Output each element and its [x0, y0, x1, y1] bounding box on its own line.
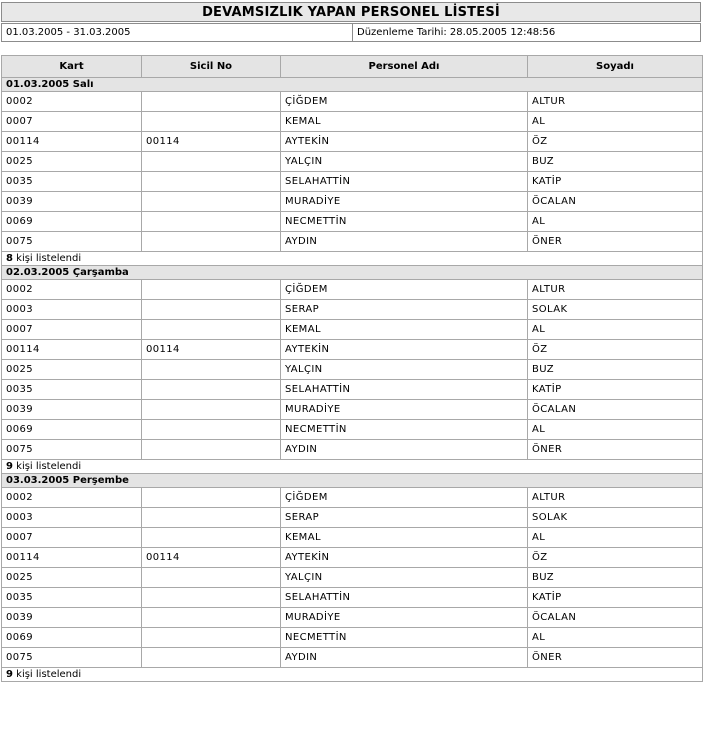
cell-soyadi: AL	[528, 420, 703, 440]
cell-soyadi: ÖCALAN	[528, 192, 703, 212]
cell-soyadi: AL	[528, 320, 703, 340]
group-count	[2, 668, 703, 682]
table-row	[2, 360, 703, 380]
table-row	[2, 588, 703, 608]
cell-kart: 0025	[2, 360, 142, 380]
cell-sicil-no	[142, 172, 281, 192]
group-date: 03.03.2005 Perşembe	[2, 474, 703, 488]
cell-kart: 0007	[2, 528, 142, 548]
edit-date: Düzenleme Tarihi: 28.05.2005 12:48:56	[357, 27, 556, 38]
cell-soyadi: ÖZ	[528, 132, 703, 152]
cell-sicil-no: 00114	[142, 340, 281, 360]
cell-soyadi: AL	[528, 112, 703, 132]
cell-soyadi: ALTUR	[528, 92, 703, 112]
date-group-header	[2, 474, 703, 488]
group-count-number: 9	[6, 669, 13, 680]
table-row	[2, 528, 703, 548]
cell-soyadi: AL	[528, 628, 703, 648]
cell-sicil-no	[142, 608, 281, 628]
cell-personel-adi: AYDIN	[281, 232, 528, 252]
group-date: 02.03.2005 Çarşamba	[2, 266, 703, 280]
cell-kart: 0075	[2, 440, 142, 460]
report-title: DEVAMSIZLIK YAPAN PERSONEL LİSTESİ	[1, 2, 701, 22]
cell-soyadi: KATİP	[528, 380, 703, 400]
cell-soyadi: ALTUR	[528, 488, 703, 508]
group-count-row	[2, 668, 703, 682]
cell-sicil-no	[142, 440, 281, 460]
cell-sicil-no	[142, 628, 281, 648]
report-info-row	[1, 23, 701, 42]
cell-kart: 0069	[2, 420, 142, 440]
cell-kart: 0007	[2, 112, 142, 132]
cell-personel-adi: YALÇIN	[281, 152, 528, 172]
cell-kart: 0035	[2, 172, 142, 192]
cell-soyadi: BUZ	[528, 568, 703, 588]
cell-kart: 0003	[2, 508, 142, 528]
cell-personel-adi: AYDIN	[281, 440, 528, 460]
cell-soyadi: ÖNER	[528, 232, 703, 252]
group-count	[2, 252, 703, 266]
cell-sicil-no: 00114	[142, 132, 281, 152]
table-row	[2, 508, 703, 528]
table-row	[2, 192, 703, 212]
table-row	[2, 300, 703, 320]
cell-sicil-no	[142, 320, 281, 340]
group-count-number: 8	[6, 253, 13, 264]
cell-personel-adi: YALÇIN	[281, 360, 528, 380]
group-count-suffix: kişi listelendi	[12, 253, 82, 264]
table-row	[2, 280, 703, 300]
cell-sicil-no	[142, 360, 281, 380]
cell-kart: 0025	[2, 568, 142, 588]
cell-kart: 0002	[2, 92, 142, 112]
cell-personel-adi: KEMAL	[281, 528, 528, 548]
table-row	[2, 232, 703, 252]
cell-soyadi: KATİP	[528, 588, 703, 608]
table-row	[2, 608, 703, 628]
table-row	[2, 320, 703, 340]
date-group-header	[2, 78, 703, 92]
cell-soyadi: ÖZ	[528, 340, 703, 360]
cell-soyadi: KATİP	[528, 172, 703, 192]
cell-personel-adi: SELAHATTİN	[281, 588, 528, 608]
cell-sicil-no	[142, 380, 281, 400]
cell-sicil-no	[142, 588, 281, 608]
cell-sicil-no	[142, 112, 281, 132]
cell-sicil-no	[142, 300, 281, 320]
group-date: 01.03.2005 Salı	[2, 78, 703, 92]
cell-sicil-no: 00114	[142, 548, 281, 568]
cell-sicil-no	[142, 648, 281, 668]
cell-kart: 0039	[2, 192, 142, 212]
table-row	[2, 440, 703, 460]
column-header-sicil-no: Sicil No	[142, 56, 281, 78]
cell-soyadi: BUZ	[528, 152, 703, 172]
personnel-table	[1, 55, 703, 682]
cell-kart: 0002	[2, 280, 142, 300]
cell-kart: 0075	[2, 648, 142, 668]
table-row	[2, 212, 703, 232]
cell-soyadi: ÖNER	[528, 648, 703, 668]
cell-sicil-no	[142, 232, 281, 252]
group-count-row	[2, 252, 703, 266]
cell-soyadi: ÖNER	[528, 440, 703, 460]
cell-kart: 0039	[2, 608, 142, 628]
cell-kart: 0003	[2, 300, 142, 320]
table-row	[2, 112, 703, 132]
cell-personel-adi: AYTEKİN	[281, 340, 528, 360]
cell-soyadi: BUZ	[528, 360, 703, 380]
cell-sicil-no	[142, 488, 281, 508]
cell-personel-adi: ÇİĞDEM	[281, 488, 528, 508]
table-row	[2, 172, 703, 192]
cell-soyadi: ÖZ	[528, 548, 703, 568]
cell-kart: 0069	[2, 628, 142, 648]
cell-sicil-no	[142, 568, 281, 588]
cell-personel-adi: ÇİĞDEM	[281, 92, 528, 112]
cell-personel-adi: SERAP	[281, 508, 528, 528]
table-row	[2, 568, 703, 588]
cell-personel-adi: YALÇIN	[281, 568, 528, 588]
cell-personel-adi: MURADİYE	[281, 400, 528, 420]
cell-personel-adi: MURADİYE	[281, 608, 528, 628]
cell-sicil-no	[142, 508, 281, 528]
group-count-suffix: kişi listelendi	[12, 669, 82, 680]
table-row	[2, 380, 703, 400]
group-count	[2, 460, 703, 474]
table-row	[2, 628, 703, 648]
cell-soyadi: SOLAK	[528, 508, 703, 528]
cell-personel-adi: NECMETTİN	[281, 628, 528, 648]
table-row	[2, 548, 703, 568]
cell-personel-adi: SELAHATTİN	[281, 172, 528, 192]
table-row	[2, 488, 703, 508]
cell-kart: 0069	[2, 212, 142, 232]
cell-sicil-no	[142, 400, 281, 420]
date-range: 01.03.2005 - 31.03.2005	[2, 24, 353, 41]
table-body	[2, 78, 703, 682]
group-count-number: 9	[6, 461, 13, 472]
cell-soyadi: ALTUR	[528, 280, 703, 300]
table-header-row	[2, 56, 703, 78]
cell-soyadi: ÖCALAN	[528, 608, 703, 628]
cell-kart: 0002	[2, 488, 142, 508]
group-count-suffix: kişi listelendi	[12, 461, 82, 472]
column-header-kart: Kart	[2, 56, 142, 78]
cell-kart: 00114	[2, 132, 142, 152]
cell-sicil-no	[142, 280, 281, 300]
table-row	[2, 648, 703, 668]
cell-personel-adi: KEMAL	[281, 112, 528, 132]
cell-personel-adi: NECMETTİN	[281, 212, 528, 232]
cell-kart: 0035	[2, 588, 142, 608]
cell-sicil-no	[142, 528, 281, 548]
cell-personel-adi: NECMETTİN	[281, 420, 528, 440]
cell-kart: 0075	[2, 232, 142, 252]
cell-personel-adi: AYTEKİN	[281, 132, 528, 152]
cell-personel-adi: SELAHATTİN	[281, 380, 528, 400]
cell-personel-adi: MURADİYE	[281, 192, 528, 212]
cell-soyadi: AL	[528, 528, 703, 548]
table-row	[2, 400, 703, 420]
cell-personel-adi: AYTEKİN	[281, 548, 528, 568]
cell-kart: 0025	[2, 152, 142, 172]
column-header-personel-adi: Personel Adı	[281, 56, 528, 78]
cell-sicil-no	[142, 152, 281, 172]
date-group-header	[2, 266, 703, 280]
table-row	[2, 340, 703, 360]
cell-personel-adi: KEMAL	[281, 320, 528, 340]
cell-kart: 0007	[2, 320, 142, 340]
column-header-soyadi: Soyadı	[528, 56, 703, 78]
cell-personel-adi: SERAP	[281, 300, 528, 320]
cell-kart: 0039	[2, 400, 142, 420]
cell-soyadi: AL	[528, 212, 703, 232]
cell-personel-adi: AYDIN	[281, 648, 528, 668]
cell-kart: 00114	[2, 340, 142, 360]
cell-sicil-no	[142, 92, 281, 112]
cell-sicil-no	[142, 420, 281, 440]
group-count-row	[2, 460, 703, 474]
cell-sicil-no	[142, 212, 281, 232]
table-row	[2, 420, 703, 440]
cell-sicil-no	[142, 192, 281, 212]
cell-soyadi: SOLAK	[528, 300, 703, 320]
cell-kart: 00114	[2, 548, 142, 568]
cell-personel-adi: ÇİĞDEM	[281, 280, 528, 300]
cell-kart: 0035	[2, 380, 142, 400]
cell-soyadi: ÖCALAN	[528, 400, 703, 420]
table-row	[2, 132, 703, 152]
table-row	[2, 92, 703, 112]
table-row	[2, 152, 703, 172]
